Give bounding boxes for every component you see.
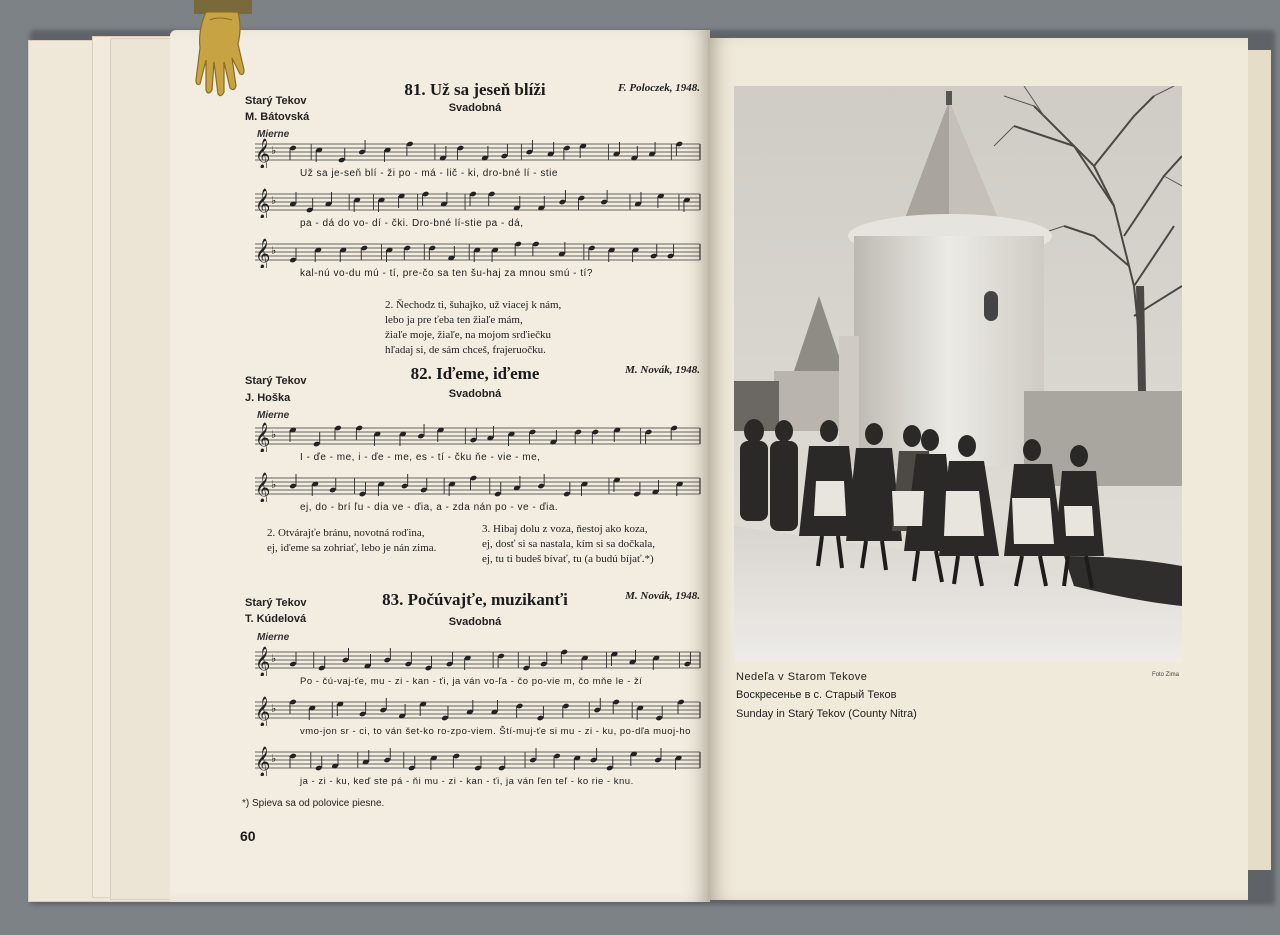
staff-lines bbox=[245, 746, 705, 776]
staff-lines bbox=[245, 472, 705, 502]
music-staff bbox=[245, 646, 705, 692]
svg-text:♭: ♭ bbox=[271, 752, 277, 765]
staff-lines bbox=[245, 138, 705, 168]
song-arranger: M. Bátovská bbox=[245, 111, 310, 123]
svg-text:𝄞: 𝄞 bbox=[255, 473, 271, 502]
music-staff bbox=[245, 238, 705, 284]
lyric-line: I - ďe - me, i - ďe - me, es - tí - čku ňe - vie - me, bbox=[300, 452, 541, 463]
song-83 bbox=[245, 590, 705, 800]
song-genre: Svadobná bbox=[448, 388, 502, 400]
lyric-line: ej, do - brí ľu - dia ve - ďia, a - zda nán po - ve - ďia. bbox=[300, 502, 559, 513]
lyric-line: kal-nú vo-du mú - tí, pre-čo sa ten šu-haj za mnou smú - tí? bbox=[300, 268, 593, 279]
footnote: *) Spieva sa od polovice piesne. bbox=[242, 798, 385, 809]
svg-text:𝄞: 𝄞 bbox=[255, 189, 271, 218]
caption-english: Sunday in Starý Tekov (County Nitra) bbox=[736, 708, 917, 720]
svg-text:𝄞: 𝄞 bbox=[255, 139, 271, 168]
verse-line: lebo ja pre ťeba ten žiaľe mám, bbox=[385, 314, 523, 326]
verse-line: ej, tu ti budeš bívať, tu (a budú bíjať.*) bbox=[482, 553, 654, 565]
song-82 bbox=[245, 364, 705, 584]
lyric-line: vmo-jon sr - ci, to ván šet-ko ro-zpo-viem. Ští-muj-ťe si mu - zi - ku, po-dľa muoj-ho bbox=[300, 726, 691, 737]
verse-line: ej, dosť si sa nastala, kím si sa dočkala, bbox=[482, 538, 656, 550]
svg-text:𝄞: 𝄞 bbox=[255, 697, 271, 726]
staff-lines bbox=[245, 696, 705, 726]
verse-line: hľadaj si, de sám chceš, frajeruočku. bbox=[385, 344, 546, 356]
caption-russian: Воскресенье в с. Старый Теков bbox=[736, 689, 897, 701]
song-arranger: T. Kúdelová bbox=[245, 613, 307, 625]
svg-text:♭: ♭ bbox=[271, 702, 277, 715]
village-procession-photo bbox=[734, 86, 1182, 662]
staff-lines bbox=[245, 238, 705, 268]
svg-text:𝄞: 𝄞 bbox=[255, 647, 271, 676]
svg-text:𝄞: 𝄞 bbox=[255, 239, 271, 268]
verse-block bbox=[385, 298, 561, 358]
verse-block bbox=[267, 526, 436, 556]
verse-line: 2. Otvárajťe bránu, novotná roďina, bbox=[267, 527, 425, 539]
song-location: Starý Tekov bbox=[245, 375, 307, 387]
staff-lines bbox=[245, 646, 705, 676]
svg-text:♭: ♭ bbox=[271, 244, 277, 257]
lyric-line: pa - dá do vo- dí - čki. Dro-bné lí-stie pa - dá, bbox=[300, 218, 524, 229]
lyric-line: Už sa je-seň blí - ži po - má - lič - ki, dro-bné lí - stie bbox=[300, 168, 558, 179]
music-staff bbox=[245, 746, 705, 792]
song-composer: M. Novák, 1948. bbox=[625, 364, 700, 376]
music-staff bbox=[245, 138, 705, 184]
song-composer: F. Poloczek, 1948. bbox=[618, 82, 700, 94]
lyric-line: Po - čú-vaj-ťe, mu - zi - kan - ťi, ja ván vo-ľa - čo po-vie m, čo mňe le - ží bbox=[300, 676, 643, 687]
verse-block bbox=[482, 522, 655, 567]
verse-line: ej, iďeme sa zohriať, lebo je nán zima. bbox=[267, 542, 437, 554]
tempo-marking: Mierne bbox=[257, 632, 290, 643]
staff-lines bbox=[245, 188, 705, 218]
song-composer: M. Novák, 1948. bbox=[625, 590, 700, 602]
music-staff bbox=[245, 472, 705, 518]
song-81 bbox=[245, 80, 705, 356]
song-location: Starý Tekov bbox=[245, 597, 307, 609]
svg-text:♭: ♭ bbox=[271, 478, 277, 491]
photograph bbox=[734, 86, 1182, 662]
music-staff bbox=[245, 422, 705, 468]
page-number: 60 bbox=[240, 828, 256, 844]
verse-line: žiaľe moje, žiaľe, na mojom srďiečku bbox=[385, 329, 552, 341]
photo-credit: Foto Zima bbox=[1152, 672, 1180, 678]
svg-text:♭: ♭ bbox=[271, 652, 277, 665]
lyric-line: ja - zi - ku, keď ste pá - ňi mu - zi - kan - ťi, ja ván ľen teľ - ko rie - knu. bbox=[300, 776, 634, 787]
song-title: 81. Už sa jeseň blíži bbox=[404, 80, 546, 99]
verse-line: 2. Ňechodz ti, šuhajko, už viacej k nám, bbox=[385, 299, 562, 311]
song-title: 83. Počúvajťe, muzikanťi bbox=[382, 590, 568, 609]
song-genre: Svadobná bbox=[448, 616, 502, 628]
svg-text:𝄞: 𝄞 bbox=[255, 423, 271, 452]
staff-lines bbox=[245, 422, 705, 452]
svg-text:♭: ♭ bbox=[271, 428, 277, 441]
song-location: Starý Tekov bbox=[245, 95, 307, 107]
song-arranger: J. Hoška bbox=[245, 392, 291, 404]
song-title: 82. Iďeme, iďeme bbox=[410, 364, 540, 383]
svg-text:♭: ♭ bbox=[271, 194, 277, 207]
music-staff bbox=[245, 696, 705, 742]
caption-slovak: Nedeľa v Starom Tekove bbox=[736, 671, 868, 683]
tempo-marking: Mierne bbox=[257, 129, 290, 140]
verse-line: 3. Hibaj dolu z voza, ňestoj ako koza, bbox=[482, 523, 648, 535]
song-genre: Svadobná bbox=[448, 102, 502, 114]
tempo-marking: Mierne bbox=[257, 410, 290, 421]
svg-text:♭: ♭ bbox=[271, 144, 277, 157]
page-edges bbox=[1244, 50, 1271, 870]
music-staff bbox=[245, 188, 705, 234]
svg-text:𝄞: 𝄞 bbox=[255, 747, 271, 776]
